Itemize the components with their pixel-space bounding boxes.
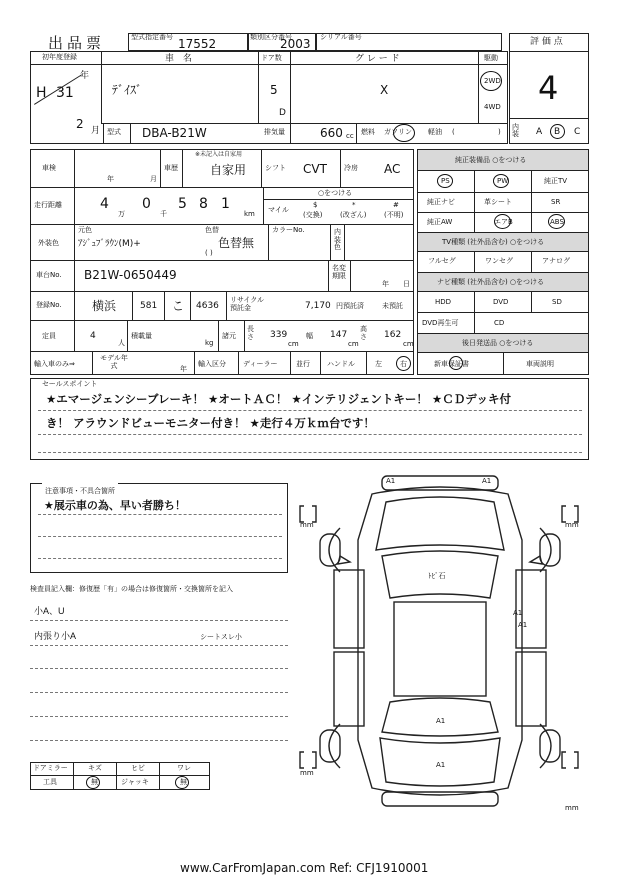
mileage-digit-2: 0	[142, 196, 151, 212]
import-label: 輸入車のみ⇒	[34, 360, 75, 368]
mileage-digit-4: 8	[199, 196, 208, 212]
fuel-label: 燃料	[361, 128, 375, 136]
shift: CVT	[303, 162, 327, 176]
model-label: 型式	[107, 128, 121, 136]
capacity: 4	[90, 331, 96, 341]
height: 162	[384, 330, 402, 340]
inspector-note-1: 小A、U	[34, 606, 65, 616]
inspector-note-2: 内張り小A	[34, 631, 77, 641]
interior-circle	[550, 124, 565, 139]
first-reg-month: 2	[76, 117, 84, 131]
eval-label: 評 価 点	[530, 37, 563, 47]
type-no-label: 型式指定番号	[131, 33, 173, 41]
history: 自家用	[210, 163, 247, 177]
doors-label: ドア数	[261, 54, 282, 62]
footer-watermark: www.CarFromJapan.com Ref: CFJ1910001	[180, 861, 429, 875]
eval-score: 4	[538, 69, 559, 107]
color-change: 色替無	[218, 236, 255, 250]
equip-label: 純正装備品 ○をつける	[455, 156, 527, 164]
orig-color: ｱｼﾞｭﾌﾞﾗｳﾝ(M)+	[78, 239, 141, 249]
damage-mark-5: A1	[518, 621, 528, 629]
shift-label: シフト	[265, 164, 286, 172]
class-no-label: 類別区分番号	[250, 33, 292, 41]
handle-right-circle	[396, 356, 411, 371]
mileage-digit-5: 1	[221, 196, 230, 212]
inspector-label: 検査員記入欄：修復歴「有」の場合は修復箇所・交換箇所を記入	[30, 585, 233, 593]
shaken-label: 車検	[42, 164, 56, 172]
damage-mark-7: A1	[436, 761, 446, 769]
grade-label: グ レ ー ド	[355, 54, 400, 64]
reg-kana: こ	[172, 299, 185, 313]
doors: 5	[270, 83, 278, 97]
color-label: 外装色	[38, 239, 59, 247]
car-name-label: 車 名	[165, 54, 195, 64]
navi-label: ナビ種類 (社外品含む) ○をつける	[437, 278, 545, 286]
damage-mark-1: A1	[386, 477, 396, 485]
damage-mark-2: A1	[482, 477, 492, 485]
history-label: 車歴	[164, 164, 178, 172]
ac-label: 冷房	[344, 164, 358, 172]
form-title: 出品票	[48, 34, 106, 52]
reg-label: 登録No.	[36, 301, 62, 309]
class-no-value: 2003	[280, 37, 311, 51]
fuel-circle	[393, 124, 415, 142]
inspector-note-2b: シートスレ小	[200, 633, 242, 641]
cc: 660	[320, 126, 343, 140]
fuel: ガソリン	[384, 128, 412, 136]
reg-class: 581	[140, 301, 158, 311]
mileage-label: 走行距離	[34, 201, 62, 209]
sales-line-1: ★エマージェンシーブレーキ！ ★オートＡＣ！ ★インテリジェントキー！ ★ＣＤデッキ付	[46, 392, 512, 406]
damage-mark-3: ﾄﾋﾞ石	[428, 572, 446, 580]
notes-line-1: ★展示車の為、早い者勝ち！	[44, 499, 186, 512]
reg-city: 横浜	[92, 299, 117, 313]
drive-circle	[480, 71, 502, 91]
mileage-digit-3: 5	[178, 196, 187, 212]
reg-num: 4636	[196, 301, 219, 311]
damage-mark-4: A1	[513, 609, 523, 617]
drive-label: 駆動	[484, 54, 498, 62]
grade: X	[380, 83, 389, 97]
after-label: 後日発送品 ○をつける	[462, 339, 534, 347]
era: H	[36, 85, 47, 101]
capacity-label: 定員	[42, 332, 56, 340]
chassis-label: 車台No.	[36, 271, 62, 279]
width: 147	[330, 330, 348, 340]
interior-label: 内装	[512, 123, 519, 138]
mileage-digit-1: 4	[100, 196, 109, 212]
notes-label: 注意事項・不具合箇所	[45, 487, 115, 495]
first-reg-year: 31	[56, 85, 74, 101]
sales-label: セールスポイント	[42, 380, 98, 388]
car-name: ﾃﾞｲｽﾞ	[112, 83, 143, 97]
model: DBA-B21W	[142, 126, 207, 140]
serial-label: シリアル番号	[320, 33, 362, 41]
tv-label: TV種類 (社外品含む) ○をつける	[442, 238, 545, 246]
drive-2wd: 2WD	[484, 77, 501, 85]
first-reg-label: 初年度登録	[42, 53, 77, 61]
type-no-value: 17552	[178, 37, 217, 51]
cc-label: 排気量	[264, 128, 285, 136]
recycle: 7,170	[305, 301, 331, 311]
drive-4wd: 4WD	[484, 103, 501, 111]
length: 339	[270, 330, 288, 340]
sales-line-2: き！ アラウンドビューモニター付き！ ★走行４万ｋｍ台です！	[46, 416, 375, 430]
damage-mark-6: A1	[436, 717, 446, 725]
chassis: B21W-0650449	[84, 268, 177, 282]
ac: AC	[384, 162, 401, 176]
fuel2: 軽油	[428, 128, 442, 136]
